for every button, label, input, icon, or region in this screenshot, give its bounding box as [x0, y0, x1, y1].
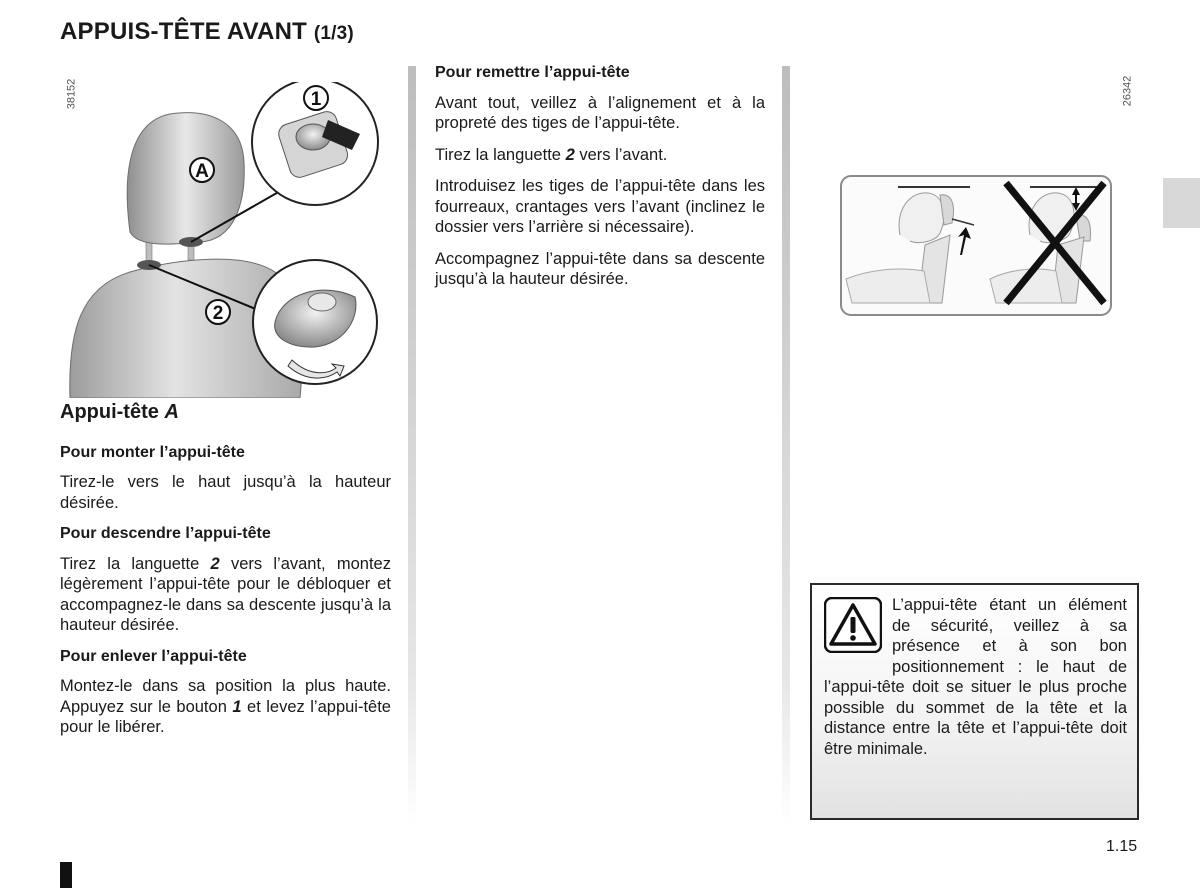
figure-ref-right: 26342 [1121, 75, 1134, 107]
headrest-position-diagram [840, 175, 1112, 316]
text-remove: Montez-le dans sa position la plus haute. Appuyez sur le bouton 1 et levez l’appui-tête pour le libérer. [60, 677, 391, 736]
chapter-tab [1163, 178, 1200, 228]
callout-a: A [195, 161, 209, 182]
title-main: APPUIS-TÊTE AVANT [60, 18, 307, 45]
text-refit-4: Accompagnez l’appui-tête dans sa descente jusqu’à la hauteur désirée. [435, 249, 765, 288]
column-divider-right [782, 66, 790, 826]
middle-column [435, 63, 765, 301]
warning-box [810, 583, 1139, 820]
text-refit-2: Tirez la languette 2 vers l’avant. [435, 145, 668, 164]
figure-ref-left: 38152 [65, 78, 78, 110]
warning-text-block [824, 595, 1127, 759]
callout-2: 2 [212, 303, 224, 324]
warning-text: L’appui-tête étant un élément de sécurité, veillez à sa présence et à son bon positionnement : le haut de l’appui-tête doit se situer le plus proche possible du sommet de la tête et la distance entre la tête et l’appui-tête doit être minimale. [824, 596, 1127, 758]
heading-refit: Pour remettre l’appui-tête [435, 64, 630, 81]
callout-1: 1 [310, 89, 322, 110]
heading-remove: Pour enlever l’appui-tête [60, 647, 247, 665]
headrest-illustration [60, 82, 380, 398]
heading-raise: Pour monter l’appui-tête [60, 443, 245, 461]
page-title [60, 18, 354, 46]
left-column [60, 402, 391, 749]
title-suffix: (1/3) [313, 23, 354, 44]
text-refit-1: Avant tout, veillez à l’alignement et à la propreté des tiges de l’appui-tête. [435, 93, 765, 132]
text-raise: Tirez-le vers le haut jusqu’à la hauteur désirée. [60, 473, 391, 512]
page-edge-marker [60, 862, 72, 888]
text-lower: Tirez la languette 2 vers l’avant, montez légèrement l’appui-tête pour le débloquer et accompagnez-le dans sa descente jusqu’à la hauteur désirée. [60, 554, 391, 634]
section-title [60, 402, 391, 423]
section-title-letter: A [164, 401, 179, 423]
heading-lower: Pour descendre l’appui-tête [60, 525, 271, 542]
text-refit-3: Introduisez les tiges de l’appui-tête dans les fourreaux, crantages vers l’avant (inclinez le dossier vers l’arrière si nécessaire). [435, 177, 765, 236]
section-title-prefix: Appui-tête [60, 401, 159, 423]
page-number: 1.15 [1106, 838, 1138, 855]
column-divider-left [408, 66, 416, 826]
